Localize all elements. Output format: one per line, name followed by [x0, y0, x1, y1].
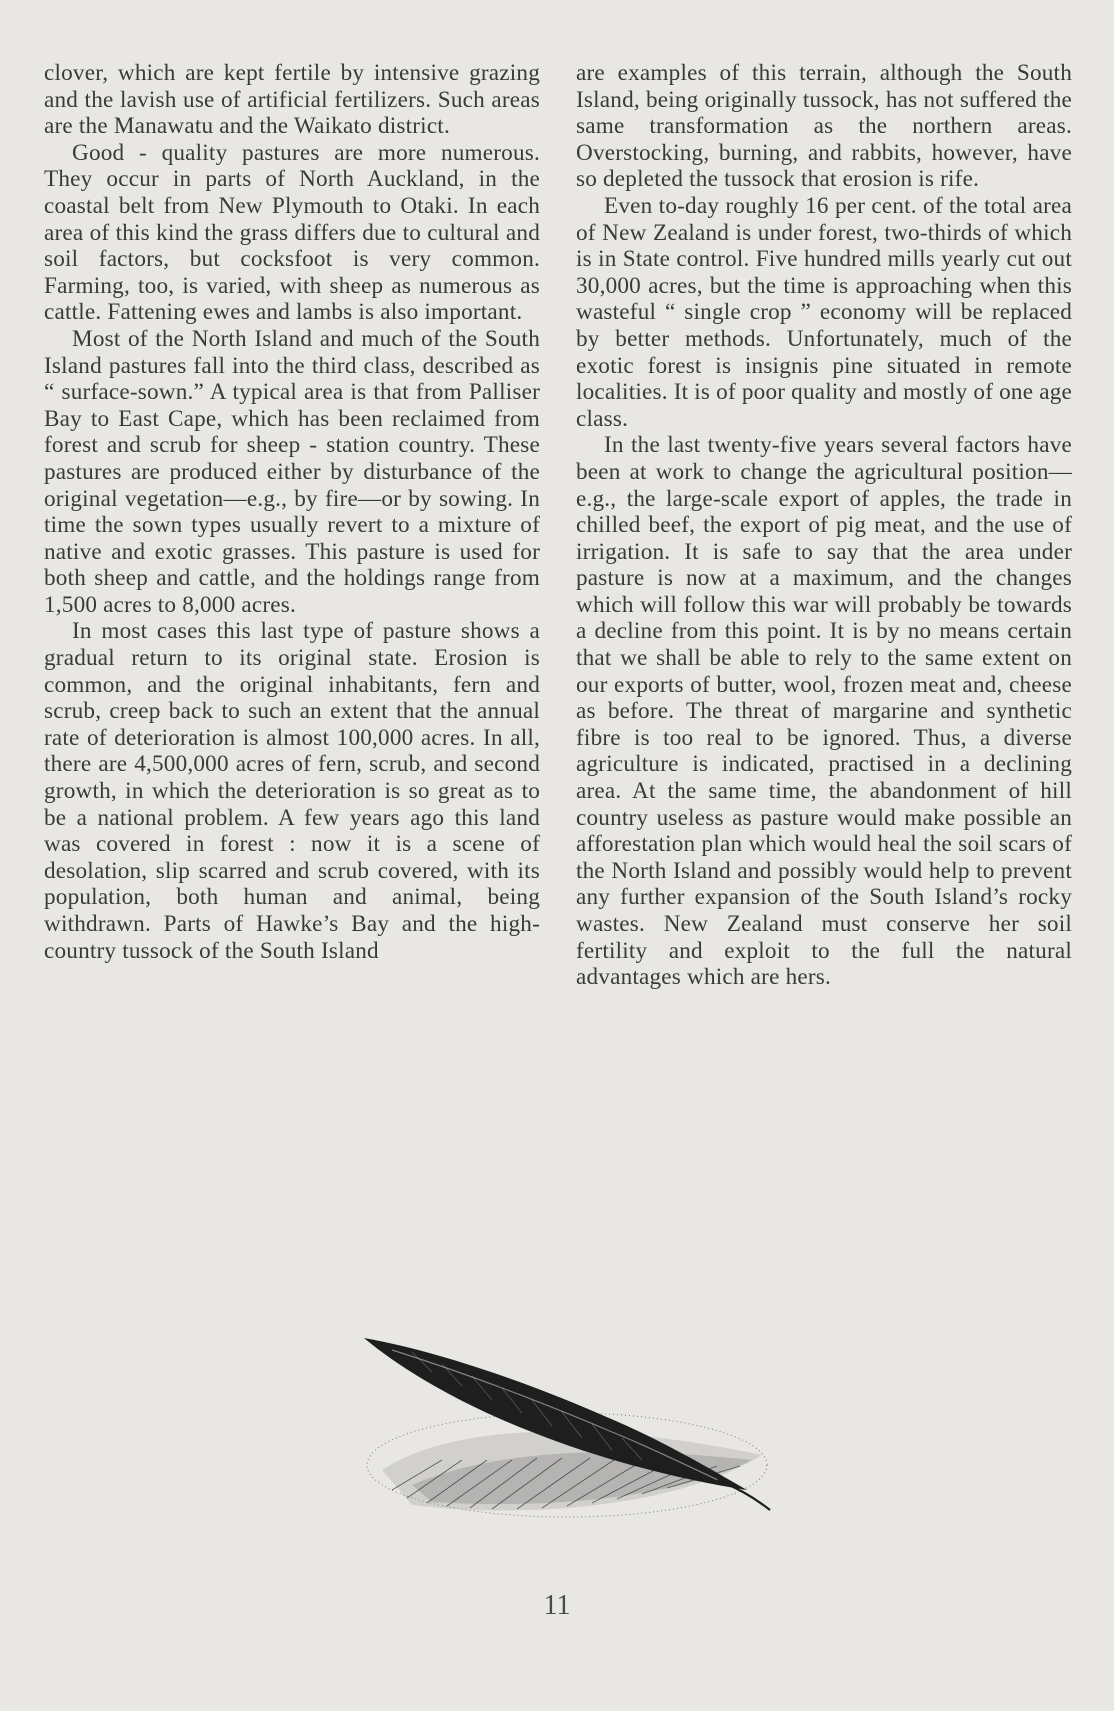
paragraph: Good - quality pastures are more numerous. They occur in parts of North Auckland, in the coastal belt from New Plymouth to Otaki. In each area of this kind the grass differs due to cultural and soil factors, but cocksfoot is very common. Farming, too, is varied, with sheep as numerous as cattle. Fattening ewes and lambs is also important.	[44, 139, 540, 326]
paragraph: are examples of this terrain, although the South Island, being originally tussock, has not suffered the same transformation as the northern areas. Overstocking, burning, and rabbits, however, have so depleted the tussock that erosion is rife.	[576, 60, 1072, 193]
page-number: 11	[543, 1590, 571, 1621]
paragraph: Even to-day roughly 16 per cent. of the total area of New Zealand is under forest, two-thirds of which is in State control. Five hundred mills yearly cut out 30,000 acres, but the time is approaching when this wasteful “ single crop ” economy will be replaced by better methods. Unfortunately, much of the exotic forest is insignis pine situated in remote localities. It is of poor quality and mostly of one age class.	[576, 192, 1072, 432]
paragraph: In most cases this last type of pasture shows a gradual return to its original state. Erosion is common, and the original inhabitants, fern and scrub, creep back to such an extent that the annual rate of deterioration is almost 100,000 acres. In all, there are 4,500,000 acres of fern, scrub, and second growth, in which the deterioration is so great as to be a national problem. A few years ago this land was covered in forest : now it is a scene of desolation, slip scarred and scrub covered, with its population, both human and animal, being withdrawn. Parts of Hawke’s Bay and the high-country tussock of the South Island	[44, 618, 540, 964]
right-column	[576, 60, 1072, 991]
feather-icon	[352, 1320, 782, 1532]
paragraph: Most of the North Island and much of the South Island pastures fall into the third class, described as “ surface-sown.” A typical area is that from Palliser Bay to East Cape, which has been reclaimed from forest and scrub for sheep - station country. These pastures are produced either by disturbance of the original vegetation—e.g., by fire—or by sowing. In time the sown types usually revert to a mixture of native and exotic grasses. This pasture is used for both sheep and cattle, and the holdings range from 1,500 acres to 8,000 acres.	[44, 325, 540, 618]
paragraph: clover, which are kept fertile by intensive grazing and the lavish use of artificial fertilizers. Such areas are the Manawatu and the Waikato district.	[44, 60, 540, 140]
paragraph: In the last twenty-five years several factors have been at work to change the agricultural position—e.g., the large-scale export of apples, the trade in chilled beef, the export of pig meat, and the use of irrigation. It is safe to say that the area under pasture is now at a maximum, and the changes which will follow this war will probably be towards a decline from this point. It is by no means certain that we shall be able to rely to the same extent on our exports of butter, wool, frozen meat and, cheese as before. The threat of margarine and synthetic fibre is too real to be ignored. Thus, a diverse agriculture is indicated, practised in a declining area. At the same time, the abandonment of hill country useless as pasture would make possible an afforestation plan which would heal the soil scars of the North Island and possibly would help to prevent any further expansion of the South Island’s rocky wastes. New Zealand must conserve her soil fertility and exploit to the full the natural advantages which are hers.	[576, 432, 1072, 991]
left-column	[44, 60, 540, 964]
